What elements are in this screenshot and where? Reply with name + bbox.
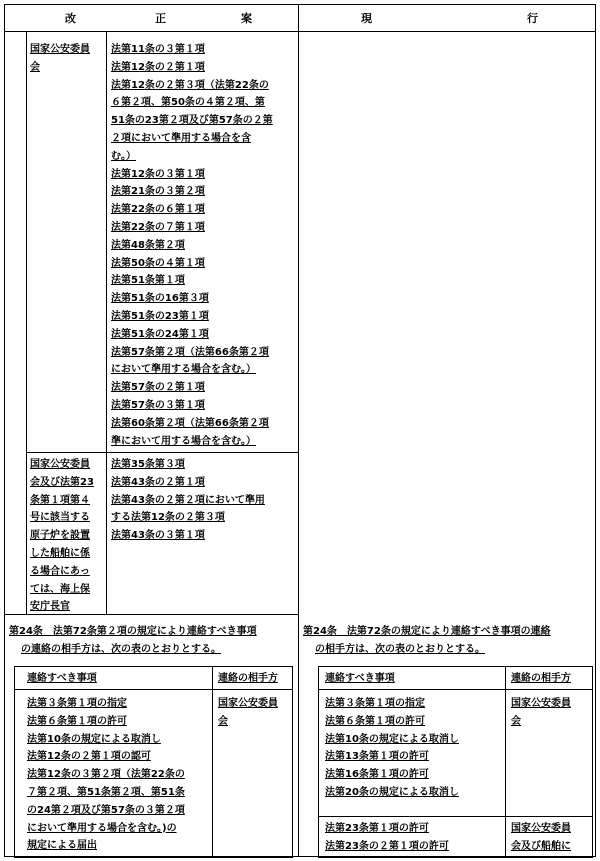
current-contact-header-divider (318, 689, 593, 690)
current-contact-party-2: 国家公安委員 会及び船舶に (511, 823, 571, 852)
current-contact-row-divider (318, 816, 593, 817)
upper-row2-provisions: 法第35条第３項 法第43条の２第１項 法第43条の２第２項において準用 する法第12条の２第３項 法第43条の３第１項 (111, 459, 265, 542)
current-contact-items-1: 法第３条第１項の指定 法第６条第１項の許可 法第10条の規定による取消し 法第13条第１項の許可 法第16条第１項の許可 法第20条の規定による取消し (325, 698, 459, 798)
table-header (5, 5, 595, 32)
upper-row-divider (26, 452, 298, 453)
header-amended-2: 正 (155, 12, 166, 25)
current-contact-party-1: 国家公安委員 会 (511, 698, 571, 727)
column-divider (298, 5, 299, 856)
amended-contact-col-divider (212, 666, 213, 858)
amended-article-text: 第24条 法第72条第２項の規定により連絡すべき事項 の連絡の相手方は、次の表のとおりとする。 (9, 626, 257, 655)
amended-col-header-party: 連絡の相手方 (218, 673, 278, 684)
upper-row1-provisions: 法第11条の３第１項 法第12条の２第１項 法第12条の２第３項（法第22条の ６第２項、第50条の４第２項、第 51条の23第２項及び第57条の２第 ２項において準用する場合を含 む。） 法第12条の３第１項 法第21条の３第２項 法第22条の６第１項 法第22条の７第１項 法第48条第２項 法第50条の４第１項 法第51条第１項 法第51条の16第３項 法第51条の23第１項 法第51条の24第１項 法第57条第２項（法第66条第２項 において準用する場合を含む。） 法第57条の２第１項 法第57条の３第１項 法第60条第２項（法第66条第２項 準において用する場合を含む。） (111, 44, 273, 447)
amended-contact-header-divider (14, 689, 293, 690)
header-current-1: 現 (361, 12, 372, 25)
comparison-table (4, 4, 596, 857)
upper-row1-party: 国家公安委員 会 (30, 44, 90, 73)
upper-left-border (26, 31, 27, 614)
amended-contact-party: 国家公安委員 会 (218, 698, 278, 727)
upper-mid-border (106, 31, 107, 614)
upper-row2-party: 国家公安委員 会及び法第23 条第１項第４ 号に該当する 原子炉を設置 した船舶に係 る場合にあっ ては、海上保 安庁長官 (30, 459, 94, 613)
current-contact-col-divider (505, 666, 506, 858)
current-contact-items-2: 法第23条第１項の許可 法第23条の２第１項の許可 (325, 823, 449, 852)
header-amended-1: 改 (65, 12, 76, 25)
current-article-text: 第24条 法第72条の規定により連絡すべき事項の連絡 の相手方は、次の表のとおりとする。 (303, 626, 551, 655)
amended-col-header-items: 連絡すべき事項 (27, 673, 97, 684)
header-amended-3: 案 (241, 12, 252, 25)
current-col-header-party: 連絡の相手方 (511, 673, 571, 684)
header-current-2: 行 (527, 12, 538, 25)
amended-contact-items: 法第３条第１項の指定 法第６条第１項の許可 法第10条の規定による取消し 法第12条の２第１項の認可 法第12条の３第２項（法第22条の ７第２項、第51条第２項、第51条 の24第２項及び第57条の３第２項 において準用する場合を含む。)の 規定による届出 (27, 698, 185, 852)
current-col-header-items: 連絡すべき事項 (325, 673, 395, 684)
